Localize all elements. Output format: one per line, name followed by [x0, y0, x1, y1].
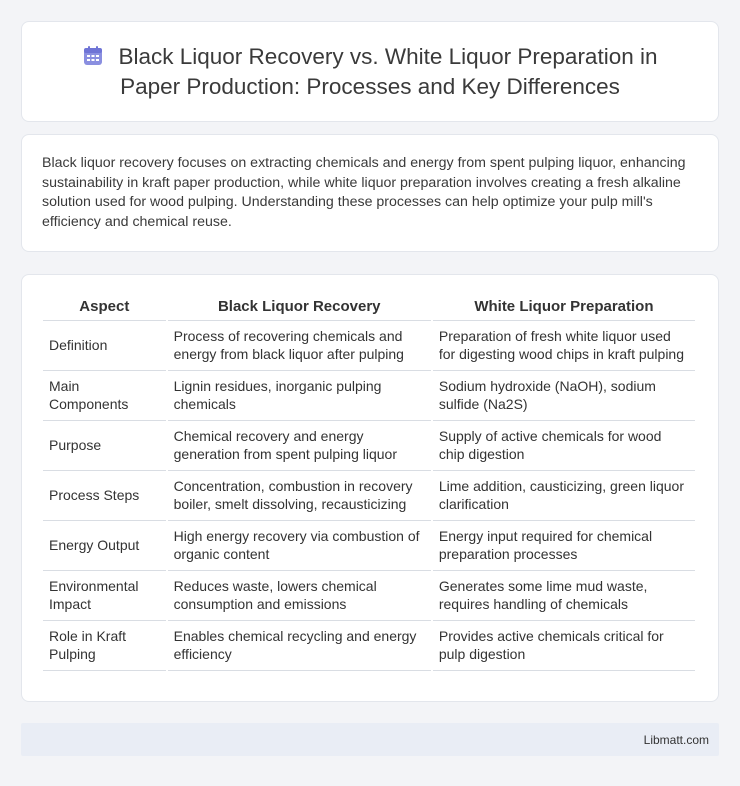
- table-row: [43, 621, 695, 671]
- table-card: [21, 274, 719, 702]
- table-row: [43, 471, 695, 521]
- table-row: [43, 321, 695, 371]
- table-row: [43, 421, 695, 471]
- row-black: Enables chemical recycling and energy efficiency: [168, 621, 431, 671]
- row-aspect: Main Components: [43, 371, 166, 421]
- table-row: [43, 571, 695, 621]
- row-white: Supply of active chemicals for wood chip digestion: [433, 421, 695, 471]
- header-white-liquor: White Liquor Preparation: [433, 295, 695, 321]
- row-white: Provides active chemicals critical for pulp digestion: [433, 621, 695, 671]
- row-aspect: Environmental Impact: [43, 571, 166, 621]
- table-row: [43, 521, 695, 571]
- row-black: High energy recovery via combustion of organic content: [168, 521, 431, 571]
- intro-paragraph: Black liquor recovery focuses on extracting chemicals and energy from spent pulping liquor, enhancing sustainability in kraft paper production, while white liquor preparation involves creating a fresh alkaline solution used for wood pulping. Understanding these processes can help optimize your pulp mill's efficiency and chemical reuse.: [42, 155, 686, 230]
- row-white: Lime addition, causticizing, green liquor clarification: [433, 471, 695, 521]
- row-white: Preparation of fresh white liquor used for digesting wood chips in kraft pulping: [433, 321, 695, 371]
- row-aspect: Role in Kraft Pulping: [43, 621, 166, 671]
- calendar-icon: [82, 45, 104, 67]
- header-black-liquor: Black Liquor Recovery: [168, 295, 431, 321]
- table-row: [43, 371, 695, 421]
- row-black: Concentration, combustion in recovery boiler, smelt dissolving, recausticizing: [168, 471, 431, 521]
- row-black: Lignin residues, inorganic pulping chemicals: [168, 371, 431, 421]
- row-aspect: Purpose: [43, 421, 166, 471]
- row-aspect: Definition: [43, 321, 166, 371]
- page-title-wrap: [52, 42, 688, 102]
- row-black: Reduces waste, lowers chemical consumption and emissions: [168, 571, 431, 621]
- row-aspect: Process Steps: [43, 471, 166, 521]
- row-aspect: Energy Output: [43, 521, 166, 571]
- row-white: Sodium hydroxide (NaOH), sodium sulfide (Na2S): [433, 371, 695, 421]
- page-title: Black Liquor Recovery vs. White Liquor Preparation in Paper Production: Processes and Key Differences: [118, 43, 658, 99]
- intro-card: [21, 134, 719, 252]
- row-black: Process of recovering chemicals and energy from black liquor after pulping: [168, 321, 431, 371]
- row-black: Chemical recovery and energy generation from spent pulping liquor: [168, 421, 431, 471]
- header-aspect: Aspect: [43, 295, 166, 321]
- comparison-table: [41, 295, 697, 671]
- title-card: [21, 21, 719, 122]
- table-header-row: [43, 295, 695, 321]
- footer-site-link[interactable]: Libmatt.com: [643, 732, 709, 747]
- row-white: Energy input required for chemical preparation processes: [433, 521, 695, 571]
- row-white: Generates some lime mud waste, requires handling of chemicals: [433, 571, 695, 621]
- footer-bar: [21, 723, 719, 756]
